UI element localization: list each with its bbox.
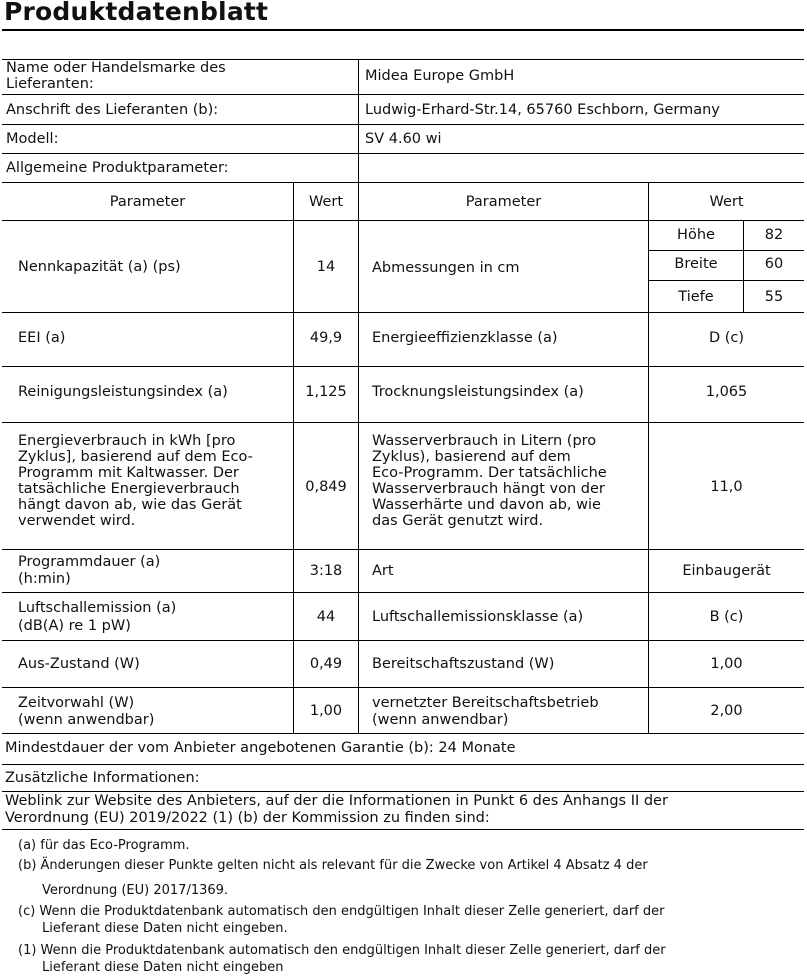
rule	[2, 366, 804, 367]
rule	[358, 182, 359, 734]
water-consumption-text: Wasserverbrauch in Litern (pro	[372, 433, 597, 449]
program-duration-unit: (h:min)	[18, 571, 71, 587]
general-parameters-label: Allgemeine Produktparameter:	[6, 160, 229, 176]
water-consumption-text: Eco-Programm. Der tatsächliche	[372, 465, 607, 481]
cleaning-index-label: Reinigungsleistungsindex (a)	[18, 384, 228, 400]
rule	[2, 124, 804, 125]
supplier-name-label: Name oder Handelsmarke des	[6, 60, 226, 76]
type-label: Art	[372, 563, 394, 579]
footnote-c: (c) Wenn die Produktdatenbank automatisch den endgültigen Inhalt dieser Zelle generiert, darf der	[18, 904, 665, 919]
height-label: Höhe	[677, 227, 715, 243]
rule	[2, 640, 804, 641]
rule	[2, 733, 804, 734]
width-label: Breite	[674, 256, 718, 272]
networked-standby-value: 2,00	[710, 703, 743, 719]
footnote-1: (1) Wenn die Produktdatenbank automatisch den endgültigen Inhalt dieser Zelle generiert, darf der	[18, 943, 666, 958]
rule	[648, 250, 804, 251]
rule	[2, 592, 804, 593]
capacity-label: Nennkapazität (a) (ps)	[18, 259, 181, 275]
noise-class-value: B (c)	[709, 609, 744, 625]
off-mode-label: Aus-Zustand (W)	[18, 656, 140, 672]
noise-unit: (dB(A) re 1 pW)	[18, 618, 131, 634]
eei-value: 49,9	[309, 330, 343, 346]
delay-start-value: 1,00	[309, 703, 343, 719]
rule	[2, 549, 804, 550]
rule	[358, 59, 359, 183]
header-value-left: Wert	[308, 194, 344, 210]
depth-label: Tiefe	[678, 289, 714, 305]
energy-consumption-text: Programm mit Kaltwasser. Der	[18, 465, 239, 481]
noise-value: 44	[316, 609, 336, 625]
model-value: SV 4.60 wi	[365, 131, 442, 147]
water-consumption-text: Zyklus), basierend auf dem	[372, 449, 571, 465]
noise-class-label: Luftschallemissionsklasse (a)	[372, 609, 584, 625]
weblink-text-cont: Verordnung (EU) 2019/2022 (1) (b) der Kommission zu finden sind:	[5, 810, 490, 826]
standby-value: 1,00	[710, 656, 743, 672]
energy-class-value: D (c)	[708, 330, 745, 346]
footnote-b: (b) Änderungen dieser Punkte gelten nicht als relevant für die Zwecke von Artikel 4 Absatz 4 der	[18, 858, 648, 873]
capacity-value: 14	[316, 259, 336, 275]
rule	[2, 829, 804, 830]
energy-class-label: Energieeffizienzklasse (a)	[372, 330, 558, 346]
footnote-1-cont: Lieferant diese Daten nicht eingeben	[42, 960, 284, 975]
rule	[648, 280, 804, 281]
rule	[2, 422, 804, 423]
rule	[2, 687, 804, 688]
page-title: Produktdatenblatt	[4, 0, 269, 26]
additional-info-label: Zusätzliche Informationen:	[5, 770, 200, 786]
water-consumption-value: 11,0	[710, 479, 743, 495]
drying-index-value: 1,065	[705, 384, 748, 400]
delay-start-label: Zeitvorwahl (W)	[18, 695, 135, 711]
header-value-right: Wert	[709, 194, 744, 210]
networked-standby-label: vernetzter Bereitschaftsbetrieb	[372, 695, 599, 711]
off-mode-value: 0,49	[309, 656, 343, 672]
energy-consumption-text: verwendet wird.	[18, 513, 136, 529]
standby-label: Bereitschaftszustand (W)	[372, 656, 555, 672]
energy-consumption-text: Energieverbrauch in kWh [pro	[18, 433, 236, 449]
cleaning-index-value: 1,125	[305, 384, 347, 400]
footnote-b-cont: Verordnung (EU) 2017/1369.	[42, 883, 229, 898]
supplier-address-label: Anschrift des Lieferanten (b):	[6, 102, 219, 118]
weblink-text: Weblink zur Website des Anbieters, auf der die Informationen in Punkt 6 des Anhangs II der	[5, 793, 668, 809]
rule	[2, 182, 804, 183]
rule	[2, 29, 804, 31]
water-consumption-text: das Gerät genutzt wird.	[372, 513, 544, 529]
footnote-c-cont: Lieferant diese Daten nicht eingeben.	[42, 921, 288, 936]
networked-standby-note: (wenn anwendbar)	[372, 712, 509, 728]
width-value: 60	[764, 256, 784, 272]
dimensions-label: Abmessungen in cm	[372, 260, 520, 276]
type-value: Einbaugerät	[682, 563, 771, 579]
rule	[2, 153, 804, 154]
rule	[2, 791, 804, 792]
footnote-a: (a) für das Eco-Programm.	[18, 838, 190, 853]
delay-start-note: (wenn anwendbar)	[18, 712, 155, 728]
header-parameter-left: Parameter	[109, 194, 186, 210]
energy-consumption-text: hängt davon ab, wie das Gerät	[18, 497, 242, 513]
depth-value: 55	[764, 289, 784, 305]
height-value: 82	[764, 227, 784, 243]
drying-index-label: Trocknungsleistungsindex (a)	[372, 384, 584, 400]
water-consumption-text: Wasserhärte und davon ab, wie	[372, 497, 601, 513]
eei-label: EEI (a)	[18, 330, 66, 346]
rule	[2, 220, 804, 221]
warranty-text: Mindestdauer der vom Anbieter angebotenen Garantie (b): 24 Monate	[5, 740, 516, 756]
supplier-address-value: Ludwig-Erhard-Str.14, 65760 Eschborn, Germany	[365, 102, 720, 118]
supplier-name-value: Midea Europe GmbH	[365, 68, 515, 84]
energy-consumption-text: tatsächliche Energieverbrauch	[18, 481, 240, 497]
rule	[2, 764, 804, 765]
model-label: Modell:	[6, 131, 59, 147]
program-duration-value: 3:18	[309, 563, 343, 579]
energy-consumption-text: Zyklus], basierend auf dem Eco-	[18, 449, 253, 465]
rule	[2, 312, 804, 313]
program-duration-label: Programmdauer (a)	[18, 554, 161, 570]
rule	[2, 94, 804, 95]
energy-consumption-value: 0,849	[305, 479, 347, 495]
supplier-name-label-cont: Lieferanten:	[6, 76, 94, 92]
header-parameter-right: Parameter	[465, 194, 542, 210]
water-consumption-text: Wasserverbrauch hängt von der	[372, 481, 605, 497]
noise-label: Luftschallemission (a)	[18, 600, 177, 616]
